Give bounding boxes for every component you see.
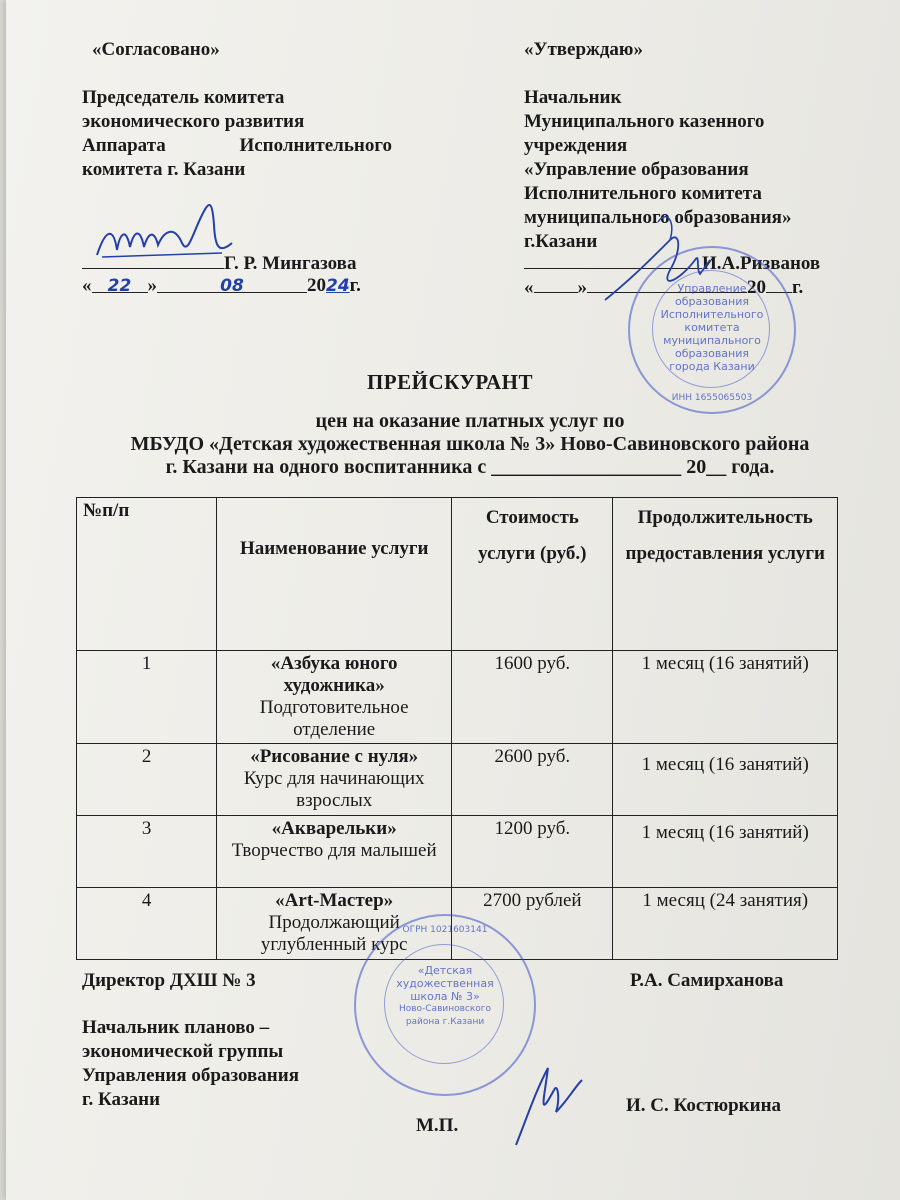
date-quote: »	[577, 277, 587, 298]
document-subtitle	[40, 410, 900, 479]
header-duration	[613, 498, 838, 651]
left-line	[82, 134, 392, 158]
header-num: №п/п	[77, 498, 217, 651]
director-label: Директор ДХШ № 3	[82, 970, 256, 991]
price-table	[76, 497, 838, 960]
row-num: 3	[77, 816, 217, 888]
stamp-center-text	[392, 964, 498, 1029]
date-quote: «	[82, 275, 92, 296]
planning-block	[82, 1016, 382, 1112]
stamp-ring-text: ОГРН 1021603141	[402, 925, 488, 935]
service-title: «Рисование с нуля»	[250, 746, 419, 767]
date-suffix: г.	[792, 277, 804, 298]
planning-name: И. С. Костюркина	[626, 1095, 782, 1116]
stamp-line: Исполнительного	[660, 308, 764, 321]
header-cost	[452, 498, 613, 651]
seal-place-label: М.П.	[416, 1115, 459, 1136]
stamp-line: комитета	[684, 321, 740, 334]
document-title: ПРЕЙСКУРАНТ	[366, 370, 534, 394]
stamp-line: «Детская	[417, 964, 473, 977]
left-line: Председатель комитета	[82, 87, 285, 108]
left-line: комитета г. Казани	[82, 159, 246, 180]
right-signer-name: И.А.Ризванов	[702, 253, 821, 274]
service-title: «Азбука юного художника»	[270, 653, 398, 696]
date-year-prefix: 20	[307, 275, 326, 296]
date-year-suffix: 24	[326, 276, 350, 296]
header-name: Наименование услуги	[217, 498, 452, 651]
stamp-line: школа № 3»	[410, 990, 480, 1003]
row-cost: 2600 руб.	[452, 744, 613, 816]
row-cost: 1600 руб.	[452, 651, 613, 744]
right-line: муниципального образования»	[524, 207, 792, 228]
right-line: «Управление образования	[524, 159, 749, 180]
stamp-line: образования	[675, 347, 749, 360]
stamp-line: муниципального	[663, 334, 761, 347]
right-line: учреждения	[524, 135, 628, 156]
bottom-signature-scribble	[508, 1060, 588, 1150]
right-line: Исполнительного комитета	[524, 183, 762, 204]
date-quote: »	[147, 275, 157, 296]
stamp-line: Управление	[677, 282, 747, 295]
row-duration: 1 месяц (24 занятия)	[613, 888, 838, 960]
left-signature-scribble	[92, 195, 242, 270]
stamp-ring-text: ИНН 1655065503	[671, 393, 753, 403]
service-desc: Курс для начинающих взрослых	[243, 768, 425, 811]
stamp-line: Ново-Савиновского	[398, 1004, 492, 1014]
planning-line: экономической группы	[82, 1041, 284, 1062]
date-month: 08	[220, 276, 244, 296]
row-num: 1	[77, 651, 217, 744]
right-line: г.Казани	[524, 231, 598, 252]
stamp-line: города Казани	[669, 360, 755, 373]
date-suffix: г.	[349, 275, 361, 296]
header-duration-text: Продолжительность предоставления услуги	[625, 507, 825, 564]
date-day: 22	[107, 276, 132, 296]
service-desc: Продолжающий углубленный курс	[260, 912, 408, 955]
stamp-line: района г.Казани	[405, 1017, 485, 1027]
row-num: 2	[77, 744, 217, 816]
table-header-row	[77, 498, 838, 651]
date-year: 20	[747, 277, 766, 298]
date-quote: «	[524, 277, 534, 298]
table-row	[77, 816, 838, 888]
row-num: 4	[77, 888, 217, 960]
stamp-line: образования	[675, 295, 749, 308]
row-cost: 1200 руб.	[452, 816, 613, 888]
service-desc: Творчество для малышей	[231, 840, 437, 861]
planning-line: Управления образования	[82, 1065, 299, 1086]
row-service	[217, 651, 452, 744]
left-line: экономического развития	[82, 111, 305, 132]
row-duration: 1 месяц (16 занятий)	[613, 744, 838, 816]
row-duration: 1 месяц (16 занятий)	[613, 816, 838, 888]
service-desc: Подготовительное отделение	[259, 697, 409, 740]
left-signer-name: Г. Р. Мингазова	[224, 253, 357, 274]
stamp-center-text	[660, 282, 764, 373]
left-heading: «Согласовано»	[92, 39, 220, 60]
right-line: Муниципального казенного	[524, 111, 765, 132]
subtitle-line: цен на оказание платных услуг по	[315, 410, 625, 432]
left-date-row	[82, 274, 382, 298]
row-cost: 2700 рублей	[452, 888, 613, 960]
row-service	[217, 744, 452, 816]
subtitle-line: г. Казани на одного воспитанника с ___________________ 20__ года.	[165, 456, 775, 478]
row-service	[217, 816, 452, 888]
director-name: Р.А. Самирханова	[630, 970, 784, 991]
row-duration: 1 месяц (16 занятий)	[613, 651, 838, 744]
right-heading: «Утверждаю»	[524, 39, 643, 60]
service-title: «Акварельки»	[271, 818, 397, 839]
table-row	[77, 651, 838, 744]
stamp-line: художественная	[396, 977, 494, 990]
planning-line: г. Казани	[82, 1089, 161, 1110]
left-line-part: Исполнительного	[239, 135, 392, 156]
right-line: Начальник	[524, 87, 622, 108]
header-cost-text: Стоимость услуги (руб.)	[478, 507, 587, 564]
service-title: «Art-Мастер»	[275, 890, 394, 911]
subtitle-line: МБУДО «Детская художественная школа № 3» Ново-Савиновского района	[130, 433, 810, 455]
planning-line: Начальник планово –	[82, 1017, 270, 1038]
table-row	[77, 744, 838, 816]
approval-left-block	[82, 38, 392, 182]
left-line-part: Аппарата	[82, 135, 166, 156]
